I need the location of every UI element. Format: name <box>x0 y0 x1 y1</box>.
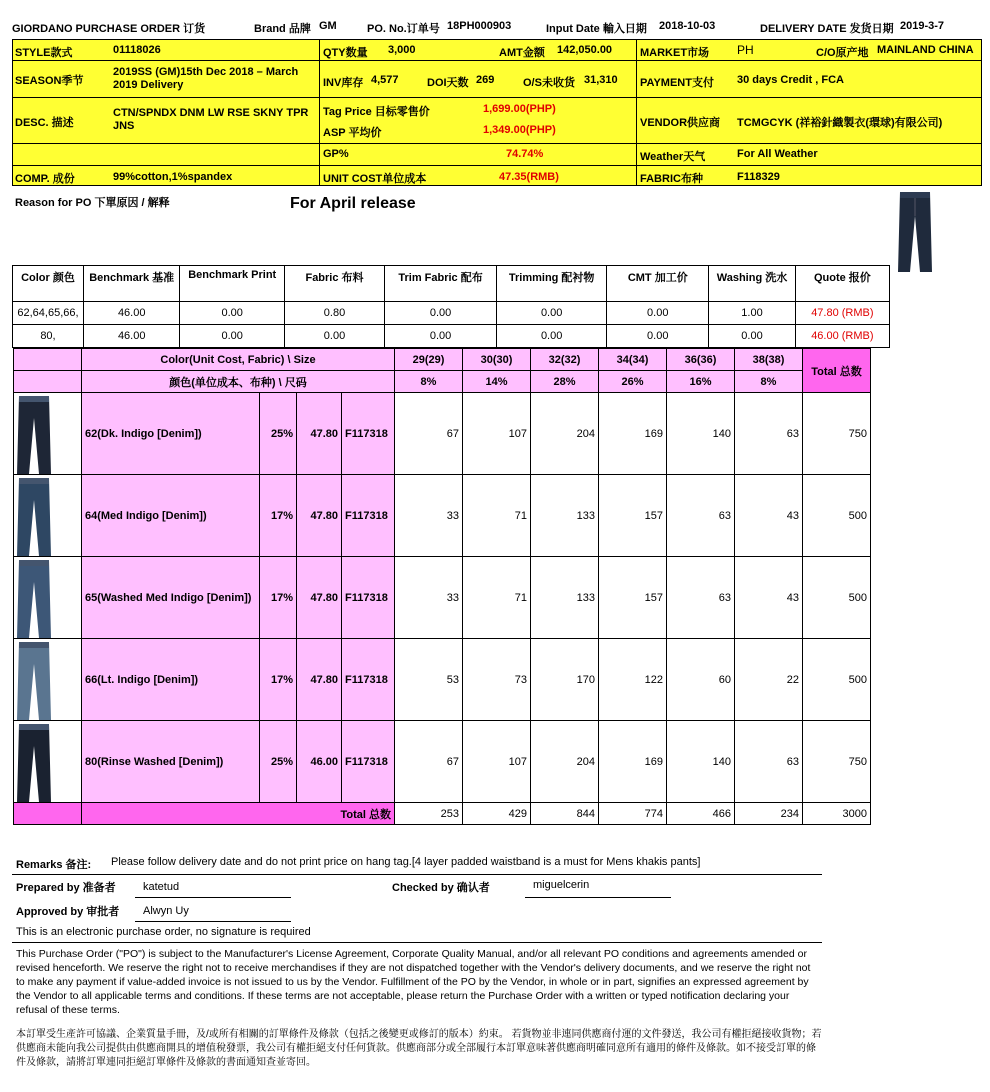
totals-blank <box>14 803 82 825</box>
size-qty: 67 <box>395 393 463 475</box>
gp-value: 74.74% <box>506 148 544 160</box>
prepared-by-value: katetud <box>143 881 180 893</box>
size-qty: 204 <box>531 393 599 475</box>
matrix-header-blank <box>14 349 82 371</box>
weather-label: Weather天气 <box>640 151 706 163</box>
size-qty: 63 <box>735 721 803 803</box>
remarks-value: Please follow delivery date and do not print price on hang tag.[4 layer padded waistband is a must for Mens khakis pants] <box>111 856 701 868</box>
bench-cell: 0.00 <box>385 302 497 325</box>
size-qty: 60 <box>667 639 735 721</box>
reason-value: For April release <box>290 195 416 212</box>
size-qty: 170 <box>531 639 599 721</box>
size-qty: 33 <box>395 557 463 639</box>
matrix-header-blank <box>14 371 82 393</box>
color-swatch-cell <box>14 557 82 639</box>
desc-value: CTN/SPNDX DNM LW RSE SKNY TPR JNS <box>113 107 309 132</box>
co-label: C/O原产地 <box>816 47 869 59</box>
size-ratio: 26% <box>599 371 667 393</box>
asp-label: ASP 平均价 <box>323 127 382 139</box>
bench-header-cmt: CMT 加工价 <box>607 266 709 302</box>
market-label: MARKET市场 <box>640 47 710 59</box>
color-total: 500 <box>803 639 871 721</box>
bench-cell: 0.00 <box>497 302 607 325</box>
bench-cell: 46.00 <box>83 325 180 348</box>
size-total: 466 <box>667 803 735 825</box>
size-qty: 133 <box>531 475 599 557</box>
desc-label: DESC. 描述 <box>15 117 74 129</box>
color-swatch-cell <box>14 475 82 557</box>
bench-cell: 0.00 <box>607 302 709 325</box>
size-qty: 63 <box>667 475 735 557</box>
remarks-label: Remarks 备注: <box>16 859 92 871</box>
os-value: 31,310 <box>584 74 618 86</box>
size-qty: 107 <box>463 721 531 803</box>
size-header: 34(34) <box>599 349 667 371</box>
approved-by-label: Approved by 审批者 <box>16 906 120 918</box>
color-fabric: F117318 <box>342 721 395 803</box>
size-qty: 63 <box>735 393 803 475</box>
color-total: 750 <box>803 721 871 803</box>
unit-cost-label: UNIT COST单位成本 <box>323 173 427 185</box>
bench-header-trim-fabric: Trim Fabric 配布 <box>385 266 497 302</box>
po-info-block <box>12 39 982 186</box>
matrix-row <box>14 721 871 803</box>
size-ratio: 14% <box>463 371 531 393</box>
color-total: 750 <box>803 393 871 475</box>
jeans-color-icon <box>14 722 54 802</box>
size-header: 30(30) <box>463 349 531 371</box>
matrix-header-color-size-cn: 颜色(单位成本、布种) \ 尺码 <box>82 371 395 393</box>
terms-english: This Purchase Order ("PO") is subject to the Manufacturer's License Agreement, Corporate Quality Manual, and/or all relevant PO conditions and agreements amended or revised henceforth. We reserve the right not to receive merchandises if they are not dispatched together with the Vendor's delivery documents, and we reserve the right not to make any payment if value-added invoice is not issued to us by the Vendor. Fulfillment of the PO by the Vendor, in whole or in part, signifies an expressed agreement by the Vendor to all applicable terms and conditions. If these terms are not acceptable, please return the Purchase Order with a written or typed notification declaring your refusal of these terms. <box>16 948 811 1016</box>
style-label: STYLE款式 <box>15 47 73 59</box>
color-name: 66(Lt. Indigo [Denim]) <box>82 639 260 721</box>
color-fabric: F117318 <box>342 393 395 475</box>
qty-value: 3,000 <box>388 44 416 56</box>
po-number-label: PO. No.订单号 <box>367 23 440 35</box>
bench-cell: 0.80 <box>284 302 384 325</box>
jeans-color-icon <box>14 476 54 556</box>
color-fabric: F117318 <box>342 475 395 557</box>
fabric-label: FABRIC布种 <box>640 173 703 185</box>
delivery-date-value: 2019-3-7 <box>900 20 945 32</box>
bench-cell: 0.00 <box>180 302 284 325</box>
bench-cell: 0.00 <box>180 325 284 348</box>
inv-label: INV库存 <box>323 77 364 89</box>
jeans-color-icon <box>14 640 54 720</box>
size-qty: 140 <box>667 393 735 475</box>
bench-cell: 46.00 <box>83 302 180 325</box>
reason-label: Reason for PO 下單原因 / 解释 <box>15 197 170 209</box>
electronic-note: This is an electronic purchase order, no signature is required <box>16 926 311 938</box>
bench-header-color: Color 颜色 <box>13 266 84 302</box>
color-pct: 25% <box>260 393 297 475</box>
color-pct: 17% <box>260 557 297 639</box>
checked-by-label: Checked by 确认者 <box>392 882 490 894</box>
po-title: GIORDANO PURCHASE ORDER 订货 <box>12 23 206 35</box>
style-value: 01118026 <box>113 44 161 56</box>
bench-cell: 0.00 <box>497 325 607 348</box>
size-qty: 63 <box>667 557 735 639</box>
co-value: MAINLAND CHINA <box>877 44 974 56</box>
bench-header-fabric: Fabric 布料 <box>284 266 384 302</box>
prepared-by-label: Prepared by 准备者 <box>16 882 116 894</box>
color-fabric: F117318 <box>342 639 395 721</box>
color-cost: 47.80 <box>297 393 342 475</box>
jeans-color-icon <box>14 394 54 474</box>
size-qty: 71 <box>463 475 531 557</box>
size-qty: 204 <box>531 721 599 803</box>
input-date-value: 2018-10-03 <box>659 20 716 32</box>
color-pct: 17% <box>260 475 297 557</box>
unit-cost-value: 47.35(RMB) <box>499 171 559 183</box>
size-total: 234 <box>735 803 803 825</box>
bench-header-quote: Quote 报价 <box>795 266 889 302</box>
bench-header-benchmark: Benchmark 基准 <box>83 266 180 302</box>
payment-value: 30 days Credit , FCA <box>737 74 844 86</box>
checked-by-value: miguelcerin <box>533 879 590 891</box>
bench-cell: 80, <box>13 325 84 348</box>
size-qty: 73 <box>463 639 531 721</box>
bench-quote-cell: 47.80 (RMB) <box>795 302 889 325</box>
brand-label: Brand 品牌 <box>254 23 311 35</box>
comp-value: 99%cotton,1%spandex <box>113 171 233 183</box>
size-matrix-table <box>13 348 871 825</box>
totals-label: Total 总数 <box>82 803 395 825</box>
payment-label: PAYMENT支付 <box>640 77 714 89</box>
color-name: 64(Med Indigo [Denim]) <box>82 475 260 557</box>
size-qty: 157 <box>599 475 667 557</box>
size-header: 29(29) <box>395 349 463 371</box>
matrix-row <box>14 557 871 639</box>
color-cost: 47.80 <box>297 557 342 639</box>
size-qty: 107 <box>463 393 531 475</box>
approved-by-value: Alwyn Uy <box>143 905 189 917</box>
color-cost: 46.00 <box>297 721 342 803</box>
matrix-row <box>14 393 871 475</box>
color-swatch-cell <box>14 639 82 721</box>
bench-cell: 0.00 <box>284 325 384 348</box>
size-qty: 169 <box>599 393 667 475</box>
size-qty: 140 <box>667 721 735 803</box>
total-header: Total 总数 <box>803 349 871 393</box>
size-total: 429 <box>463 803 531 825</box>
doi-value: 269 <box>476 74 495 86</box>
size-qty: 43 <box>735 475 803 557</box>
product-jeans-icon <box>896 190 934 274</box>
color-cost: 47.80 <box>297 475 342 557</box>
brand-value: GM <box>319 20 337 32</box>
inv-value: 4,577 <box>371 74 399 86</box>
os-label: O/S未收货 <box>523 77 575 89</box>
gp-label: GP% <box>323 148 349 160</box>
color-pct: 25% <box>260 721 297 803</box>
size-ratio: 16% <box>667 371 735 393</box>
size-qty: 169 <box>599 721 667 803</box>
size-header: 38(38) <box>735 349 803 371</box>
size-header: 36(36) <box>667 349 735 371</box>
tag-price-value: 1,699.00(PHP) <box>483 103 556 115</box>
fabric-value: F118329 <box>737 171 780 183</box>
tag-price-label: Tag Price 目标零售价 <box>323 106 430 118</box>
color-cost: 47.80 <box>297 639 342 721</box>
bench-quote-cell: 46.00 (RMB) <box>795 325 889 348</box>
po-number-value: 18PH000903 <box>447 20 512 32</box>
color-swatch-cell <box>14 721 82 803</box>
bench-header-benchmark-print: Benchmark Print <box>180 266 284 302</box>
market-value: PH <box>737 43 754 57</box>
size-ratio: 8% <box>395 371 463 393</box>
size-qty: 33 <box>395 475 463 557</box>
season-label: SEASON季节 <box>15 75 84 87</box>
benchmark-table <box>12 265 890 348</box>
grand-total: 3000 <box>803 803 871 825</box>
bench-cell: 0.00 <box>709 325 796 348</box>
size-qty: 67 <box>395 721 463 803</box>
amt-label: AMT金额 <box>499 47 545 59</box>
matrix-row <box>14 639 871 721</box>
bench-header-trimming: Trimming 配衬物 <box>497 266 607 302</box>
size-qty: 43 <box>735 557 803 639</box>
color-fabric: F117318 <box>342 557 395 639</box>
comp-label: COMP. 成份 <box>15 173 75 185</box>
size-qty: 122 <box>599 639 667 721</box>
weather-value: For All Weather <box>737 148 818 160</box>
bench-header-washing: Washing 洗水 <box>709 266 796 302</box>
color-swatch-cell <box>14 393 82 475</box>
input-date-label: Input Date 輸入日期 <box>546 23 647 35</box>
bench-row <box>13 302 890 325</box>
delivery-date-label: DELIVERY DATE 发货日期 <box>760 23 894 35</box>
totals-row <box>14 803 871 825</box>
size-qty: 133 <box>531 557 599 639</box>
qty-label: QTY数量 <box>323 47 368 59</box>
size-total: 774 <box>599 803 667 825</box>
matrix-row <box>14 475 871 557</box>
matrix-header-color-size: Color(Unit Cost, Fabric) \ Size <box>82 349 395 371</box>
bench-row <box>13 325 890 348</box>
po-header <box>12 20 982 36</box>
amt-value: 142,050.00 <box>557 44 613 56</box>
vendor-value: TCMGCYK (祥裕針織製衣(環球)有限公司) <box>737 117 943 129</box>
size-ratio: 8% <box>735 371 803 393</box>
color-name: 80(Rinse Washed [Denim]) <box>82 721 260 803</box>
season-value: 2019SS (GM)15th Dec 2018 – March 2019 Delivery <box>113 66 299 91</box>
size-qty: 71 <box>463 557 531 639</box>
size-qty: 22 <box>735 639 803 721</box>
jeans-color-icon <box>14 558 54 638</box>
bench-cell: 0.00 <box>385 325 497 348</box>
size-qty: 53 <box>395 639 463 721</box>
vendor-label: VENDOR供应商 <box>640 117 721 129</box>
bench-cell: 62,64,65,66, <box>13 302 84 325</box>
size-total: 253 <box>395 803 463 825</box>
bench-cell: 0.00 <box>607 325 709 348</box>
size-total: 844 <box>531 803 599 825</box>
terms-chinese: 本訂單受生產許可協議、企業質量手冊，及/或所有相關的訂單條件及條款（包括之後變更或修訂的版本）約束。 若貨物並非連同供應商付運的文件發送，我公司有權拒絕接收貨物；若供應商未能向我公司提供由供應商開具的增值稅發票，我公司有權拒絕支付任何貨款。供應商部分或全部履行本訂單意味著供應商明確同意所有適用的條件及條款。如不接受訂單的條件及條款，請將訂單連同拒絕訂單條件及條款的書面通知查並寄回。 <box>16 1029 822 1068</box>
size-ratio: 28% <box>531 371 599 393</box>
color-total: 500 <box>803 475 871 557</box>
color-total: 500 <box>803 557 871 639</box>
color-name: 62(Dk. Indigo [Denim]) <box>82 393 260 475</box>
asp-value: 1,349.00(PHP) <box>483 124 556 136</box>
color-name: 65(Washed Med Indigo [Denim]) <box>82 557 260 639</box>
doi-label: DOI天数 <box>427 77 469 89</box>
bench-cell: 1.00 <box>709 302 796 325</box>
size-qty: 157 <box>599 557 667 639</box>
color-pct: 17% <box>260 639 297 721</box>
size-header: 32(32) <box>531 349 599 371</box>
